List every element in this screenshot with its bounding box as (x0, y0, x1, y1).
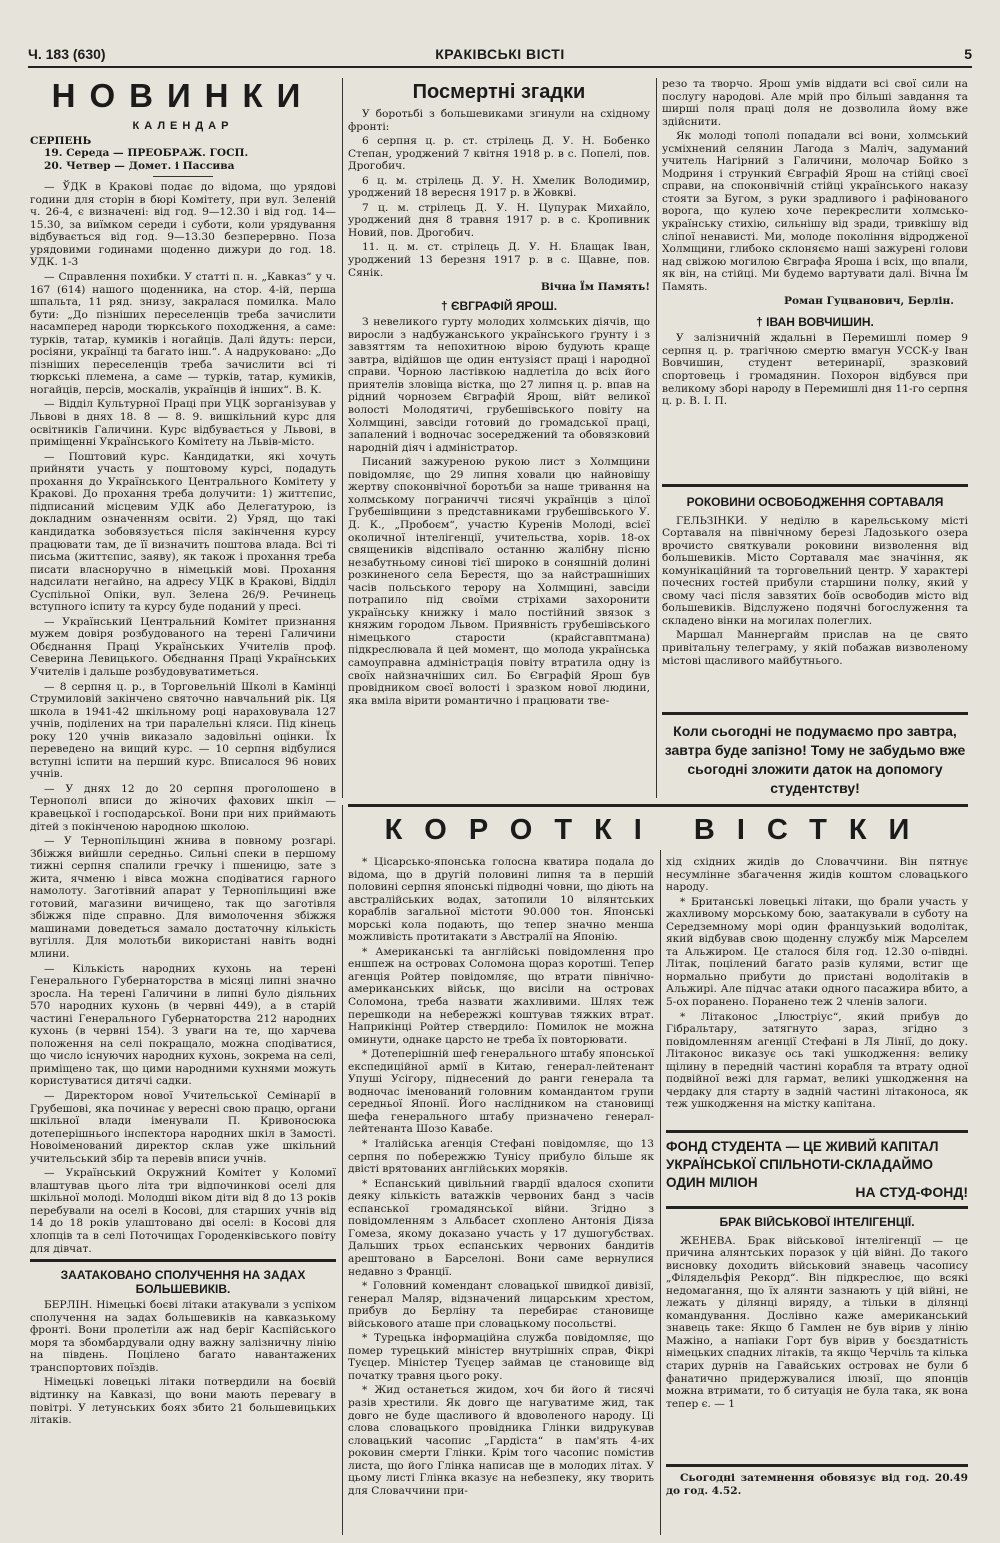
page-number: 5 (964, 46, 972, 62)
short-news-title: КОРОТКІ ВІСТКИ (384, 814, 932, 846)
column-divider (342, 78, 343, 798)
news-item: — Український Центральний Комітет признання мужем довіря розбудованого на терені Галичини Обєднання Праці Українських Учителів проф. Северина Левицького. Обєднання Праці Українських Учителів і дальше розбудовуватиметься. (30, 615, 336, 678)
news-item: — ЎДК в Кракові подає до відома, що урядові години для сторін в бюрі Комітету, при вул. Зеленій ч. 26-4, є визначені: від год. 9—12.30 і від год. 14—15.30, за виїмком середи і суботи, коли урядування відбувається від год. 9—13.30 безперервно. Поза урядовими годинами щоденно дижури до год. 18. УДК. 1-3 (30, 181, 336, 269)
sortavala-article (662, 496, 968, 712)
obituaries-column (348, 78, 650, 798)
student-appeal: Коли сьогодні не подумаємо про завтра, завтра буде запізно! Тому не забудьмо вже сьогодні зложити даток на допомогу студентству! (664, 723, 966, 796)
news-item: — У днях 12 до 20 серпня проголошено в Тернополі вписи до жіночих фахових шкіл — кравецької і господарської. Вони при них приймають дітей з покінченою народною школою. (30, 782, 336, 833)
divider (662, 712, 968, 715)
obituaries-title: Посмертні згадки (412, 81, 586, 103)
short-news-item: * Жид останеться жидом, хоч би його й тисячі разів хрестили. Як довго ще нагуватиме жид, так довго не буде щасливого й вдоволеного народу. Ці слова словацького провідника Глінки видрукував словацький часопис „Гардіста“ в пам'ять 4-их роковин смерти Глінки. Крім того часопис помістив листа, що його Глінка написав ще в молодих літах. У цьому листі Глінка вказує на небезпеку, яку творить для Словаччини при- (348, 1384, 654, 1497)
blackout-notice (666, 1472, 968, 1512)
fund-appeal: ФОНД СТУДЕНТА — ЦЕ ЖИВИЙ КАПІТАЛ УКРАЇНСЬКОЇ СПІЛЬНОТИ-СКЛАДАЙМО ОДИН МІЛІОН (666, 1139, 939, 1190)
short-news-column (666, 856, 968, 1126)
divider (348, 804, 968, 807)
blackout-text: Сьогодні затемнення обовязує від год. 20.49 до год. 4.52. (666, 1472, 968, 1497)
section-title: НОВИНКИ (51, 77, 315, 114)
calendar-day: 20. Четвер — Домет. і Пассива (44, 159, 235, 172)
article-headline: ЗААТАКОВАНО СПОЛУЧЕННЯ НА ЗАДАХ (60, 1268, 306, 1283)
article-paragraph: З невеликого гурту молодих холмських діячів, що виросли з надбужанського українського ґрунту і з завзяттям та непохитною вірою будують краще завтра, відійшов ще один ентузіяст праці і народної справи. Чорною ластівкою надлетіла до всіх його приятелів зловіща вістка, що 27 липня ц. р. впав на рідний чорнозем Євграфій Ярош, війт великої волості Молодятичі, грубешівського повіту на Холмщині, завсіди готовий до громадської праці, запалений і водночас зосереджений та обовязковий народній діяч і адміністратор. (348, 316, 650, 454)
article-paragraph: Німецькі ловецькі літаки потвердили на боєвій відтинку на Кавказі, що вони мають перевагу в повітрі. У летунських боях збито 21 большевицьких літаків. (30, 1376, 336, 1427)
news-item: — Справлення похибки. У статті п. н. „Кавказ“ у ч. 167 (614) нашого щоденника, на стор. 4-ій, перша шпальта, 11 ряд. знизу, закралася помилка. Мало бути: „До пізніших переселенців треба зачислити насамперед народи тюркського походження, а саме: турків, татар, кумиків і ногайців. Далі йдуть: перси, росіяни, українці та багато інш.“. А надруковано: „До пізніших переселенців треба зачислити всі ті тюркські племена, а саме — турків, татар, кумиків, ногайців, персів, москалів, українців й інших“. В. К. (30, 271, 336, 396)
short-news-item: * Еспанський цивільний гвардії вдалося схопити деяку кількість ватажків червоних банд з часів еспанської громадянської війни. Згідно з повідомленням з Альбасет схоплено Антонія Діяза Гомеза, якому доказано участь у 17 душогубствах. Дальших трьох еспанських червоних бандитів арештовано в Барселоні. Вони саме вернулися недавно з Франції. (348, 1177, 654, 1278)
news-item: — У Тернопільщині жнива в повному розгарі. Збіжжя вийшли середньо. Сильні спеки в першому тижні серпня спалили гречку і пшеницю, зате з жита, ячменю і вівса можна сподіватися гарного намолоту. Заготівний апарат у Тернопільщині вже готовий, магазини вичищено, так що заготівля збіжжя піде справно. Для вимолочення збіжжя машинами доведеться замало достаточну кількість вугілля. Для молотьби використані навіть водні млини. (30, 835, 336, 960)
news-column (30, 76, 336, 1531)
divider (153, 176, 213, 177)
article-paragraph: Маршал Маннергайм прислав на це свято привітальну телеграму, у якій побажав визволеному містові щасливого майбутнього. (662, 629, 968, 667)
article-headline: БОЛЬШЕВИКІВ. (135, 1282, 231, 1297)
obituary-intro: У боротьбі з большевиками згинули на східному фронті: (348, 108, 650, 133)
brak-article (666, 1216, 968, 1462)
news-item: — Відділ Культурної Праці при УЦК зорганізував у Львові в днях 18. 8 — 8. 9. вишкільний курс для освітників Галичини. Курс відбувається у Львові, в приміщенні Українського Комітету на Львів-місто. (30, 398, 336, 449)
divider (30, 1259, 336, 1262)
divider (666, 1130, 968, 1133)
header-rule (28, 66, 972, 68)
news-item: — Кількість народних кухонь на терені Генерального Губернаторства в місяці липні значно зросла. На терені Галичини в липні було діяльних 570 народних кухонь (в червні 449), а в старій частині Генерального Губернаторства 212 народних кухонь (в червні 154). З уваги на те, що харчева положення на селі покращало, можна сподіватися, що число існуючих народних кухонь, зокрема на селі, приміщено так, що цими народними кухнями можуть користуватися дитячі садки. (30, 962, 336, 1088)
article-paragraph: Як молоді тополі попадали всі вони, холмський усміхнений селянин Лагода з Маліч, задуманий учитель Нагірний з Галичини, молочар Бойко з Модриня і стрункий Євграфій Ярош на стійці своєї справи, на споконвічній стійці українського наказу стояти за Бугом, з руки зрадливого і рафінованого ворога, що кулею хоче перекреслити холмсько-українську стихію, сильнішу від зради, тривкішу від сліпої ненависті. Ми, молоде покоління відродженої Холмщини, глибоко склоняємо наші зажурені голови над свіжою могилою Євграфа Яроша і всіх, що впали, як він, на стійці. Ми будемо вартувати далі. Вічна Їм Память. (662, 130, 968, 293)
article-paragraph: резо та творчо. Ярош умів віддати всі свої сили на послугу народові. Але мрій про більші завдання та ширші поля праці доля не дозволила йому вже здійснити. (662, 78, 968, 128)
news-item: — 8 серпня ц. р., в Торговельній Школі в Камінці Струмиловій закінчено святочно навчальний рік. Ця школа в 1941-42 шкільному році нараховувала 127 учнів, поділених на три паралельні кляси. Під кінець року 120 учнів виказало задовільні оцінки. Їх переведено на вищий курс. — 10 серпня відбулися вступні іспити на перший курс. Вписалося 96 нових учнів. (30, 680, 336, 781)
obituary-entry: 11. ц. м. ст. стрілець Д. У. Н. Блащак Іван, уроджений 13 березня 1917 р. в с. Щавне, пов. Сянік. (348, 241, 650, 279)
obituary-entry: 7 ц. м. стрілець Д. У. Н. Цупурак Михайло, уроджений дня 8 травня 1917 р. в с. Кропивник Новий, пов. Дрогобич. (348, 201, 650, 239)
obituary-entry: 6 серпня ц. р. ст. стрілець Д. У. Н. Бобенко Степан, уроджений 7 квітня 1918 р. в с. Попелі, пов. Дрогобич. (348, 135, 650, 173)
news-item: — Український Окружний Комітет у Коломиї влаштував цього літа три відпочинкові оселі для шкільної молоді. Молодші віком діти від 8 до 13 років перебували на оселі в Косові, для старших учнів від 14 до 18 років улаштовано дві оселі: в Косові для хлопців та в селі Поточищах Городенківського повіту для дівчат. (30, 1167, 336, 1255)
article-headline: БРАК ВІЙСЬКОВОЇ ІНТЕЛІГЕНЦІЇ. (719, 1216, 915, 1229)
short-news-item: * Турецька інформаційна служба повідомляє, що помер турецький міністер внутрішніх справ, Фікрі Туєцер. Міністер Туєцер займав це становище від початку травня цього року. (348, 1332, 654, 1382)
fund-appeal-end: НА СТУД-ФОНД! (855, 1184, 968, 1200)
article-headline: † ІВАН ВОВЧИШИН. (756, 314, 874, 329)
article-paragraph: ГЕЛЬЗІНКИ. У неділю в карельському місті Сортаваля на північному березі Ладозького озера врочисто святкували роковини визволення від большевиків. Місто Сортаваля має значіння, як комунікаційний та торговельний центр. У характері почесних гостей прибули старшини полку, який у свому часі після завзятих боїв освободив місто від большевиків. Відслужено подячні богослуження та складено вінки на могилах полеглих. (662, 514, 968, 627)
short-news-column (348, 856, 654, 1536)
short-news-item: * Дотеперішній шеф генерального штабу японської експедиційної армії в Китаю, генерал-лейтенант Упуші Усігору, піднесений до ранги генерала та водночас іменований головним командантом групи середньої Японії. Його наслідником на становищі шефа генерального штабу призначено генерал-лейтенанта Шозо Кавабе. (348, 1048, 654, 1136)
article-paragraph: У залізничній ждальні в Перемишлі помер 9 серпня ц. р. трагічною смертю вмагун УССК-у Іван Вовчишин, студент ветеринарії, зразковий спортовець і громадянин. Похорон відбувся при великому зборі народу в Перемишлі дня 11-го серпня ц. р. В. І. П. (662, 332, 968, 408)
right-column-top (662, 78, 968, 488)
newspaper-name: КРАКІВСЬКІ ВІСТІ (435, 46, 565, 62)
short-news-item: * Головний комендант словацької швидкої дивізії, генерал Маляр, відзначений лицарським хрестом, прибув до Берліну та перебирає становище військового аташе при словацькому посольстві. (348, 1280, 654, 1330)
calendar (30, 135, 336, 173)
news-item: — Директором нової Учительської Семінарії в Грубешові, яка починає у вересні свою працю, органи шкільної влади іменували П. Кривоносюка дотеперішнього інспектора народних шкіл в Замості. Новоіменований директор склав уже шкільний учительський збір та перевів вписи учнів. (30, 1090, 336, 1165)
short-news-item: хід східних жидів до Словаччини. Він пятнує несумлінне збагачення жидів коштом словацького народу. (666, 856, 968, 894)
divider (662, 484, 968, 487)
column-divider (656, 78, 657, 798)
article-signature: Роман Гуцванович, Берлін. (784, 295, 954, 308)
article-paragraph: Писаний зажуреною рукою лист з Холмщини повідомляє, що 29 липня ховали цю найновішу жертву споконвічної боротьби за наше тривання на холмському пограниччі тисячі українців з цілої Грубешівщини з представниками грубешівського У. Д. К., „Пробоєм“, участю Куренів Молоді, всієї околичної інтелігенції, учительства, хорів. 18-ох священиків відспівало останню жалібну пісню незабутньому синові тієї широко в соняшній долині розкиненого села Берестя, що за найстрашніших часів польського терору на Холмщині, завсіди потрапило під своїми стріхами захоронити українську книжку і мало постійний звязок з княжим городом Львом. Приявність грубешівського німецького старости (крайсгавптмана) підкреслювала й цей момент, що молода українська самоуправна адміністрація повіту втратила одну із своїх найзначніших сил. Бо Євграфій Ярош був провідником своєї волості і зразком нової людини, яка вміла вірити романтично і працювати тве- (348, 456, 650, 707)
article-headline: † ЄВГРАФІЙ ЯРОШ. (440, 298, 558, 313)
page-header (28, 46, 972, 64)
column-divider (660, 850, 661, 1535)
memory-line: Вічна Їм Память! (540, 281, 650, 294)
calendar-month: СЕРПЕНЬ (30, 134, 92, 147)
calendar-title: КАЛЕНДАР (132, 120, 234, 132)
article-paragraph: ЖЕНЕВА. Брак військової інтелігенції — це причина алянтських поразок у цій війні. До такого висновку доходить військовий знавець часопису „Філядельфія Рекорд“. Він підкреслює, що всякі недомагання, що їх алянти зазнають у цій війні, не лежать у ділянці виряду, а тільки в ділянці командування. Дослівно каже американський знавець таке: Якщо б Гамлен не був вірив у лінію Мажіно, а напіаки Горт був вірив у боєздатність німецьких спадних літаків, та якщо Черчіль та кілька старих дурнів на Гавайських островах не були б фанатично придержувалися ілюзії, що японців можна втримати, то б ситуація не була така, як вона тепер є. — 1 (666, 1234, 968, 1410)
short-news-item: * Американські та англійські повідомлення про еншпеж на островах Соломона щораз коротші. Тепер агенція Ройтер повідомляє, що втрати північно-американських військ, що висіли на островах Соломона, треба назвати жахливими. Шлях теж перешкоди на небережжі коштував тяжких втрат. Наприкінці Ройтер ствердило: Помилок не можна оминути, однаке царсто не треба їх повторювати. (348, 945, 654, 1046)
issue-number: Ч. 183 (630) (28, 46, 106, 62)
short-news-item: * Британські ловецькі літаки, що брали участь у жахливому морському бою, заатакували в суботу на Середземному морі один французький водолітак, який відбував свою щоденну службу між Марселем та Альжиром. Це сталося біля год. 12.30 о-півдні. Літак, поцілений багато разів кулями, встиг ще нормально прибути до пристані водолітаків в Альжирі. Але підчас атаки одного пасажира вбито, а 5-ох поранено. Поранено теж 2 членів залоги. (666, 895, 968, 1009)
short-news-item: * Італійська агенція Стефані повідомляє, що 13 серпня по побережжю Тунісу прибуло більше як двісті врятованих англійських моряків. (348, 1138, 654, 1176)
divider (666, 1206, 968, 1209)
article-headline: РОКОВИНИ ОСВОБОДЖЕННЯ СОРТАВАЛЯ (686, 496, 944, 509)
divider (666, 1464, 968, 1467)
obituary-entry: 6 ц. м. стрілець Д. У. Н. Хмелик Володимир, уроджений 18 вересня 1917 р. в Жовкві. (348, 174, 650, 200)
short-news-item: * Цісарсько-японська голосна кватира подала до відома, що в другій половині липня та в першій половині серпня японські підводні човни, що діють на австралійських водах, затопили 10 вілянтських кораблів загальної містоти 90.000 тон. Японські морські кола подають, що тепер значно менша можливість протитакати з Австралії на Японію. (348, 856, 654, 944)
news-item: — Поштовий курс. Кандидатки, які хочуть прийняти участь у поштовому курсі, подадуть прохання до Українського Центрального Комітету у Кракові. До прохання треба долучити: 1) життєпис, підписаний місцевим УДК або Делегатурою, із докладним означенням освіти. 2) Уряд, що такі кандидатка зобовязується після закінчення курсу працювати там, де її визначить поштова влада. Всі ті письма (життєпис, заяву), як також і прохання треба писати власноручно в німецькій мові. Прохання надсилати негайно, на адресу УЦК в Кракові, Відділ Суспільної Опіки, вул. Зелена 26/9. Речинець вступного іспиту та курсу буде поданий у пресі. (30, 450, 336, 614)
short-news-item: * Літаконос „Ілюстріус“, який прибув до Гібральтару, затягнуто зараз, згідно з повідомленням агенції Стефані в Ля Лінії, до доку. Літаконос виказує ось такі ушкодження: велику щілину в передній частині корабля та втрату одної подвійної вежі для гармат, великі ушкодження на чердаку для старту в задній частині літаконоса, як теж ушкодження на містку капітана. (666, 1010, 968, 1111)
calendar-day: 19. Середа — ПРЕОБРАЖ. ГОСП. (44, 147, 249, 160)
column-divider (342, 805, 343, 1535)
article-paragraph: БЕРЛІН. Німецькі боєві літаки атакували з успіхом сполучення на задах большевиків на кавказькому фронті. Вони пролетіли аж над беріг Каспійського моря та збомбардували одну важну залізничну лінію на південь. Поцілено багато навантажених транспортових поїздів. (30, 1299, 336, 1374)
